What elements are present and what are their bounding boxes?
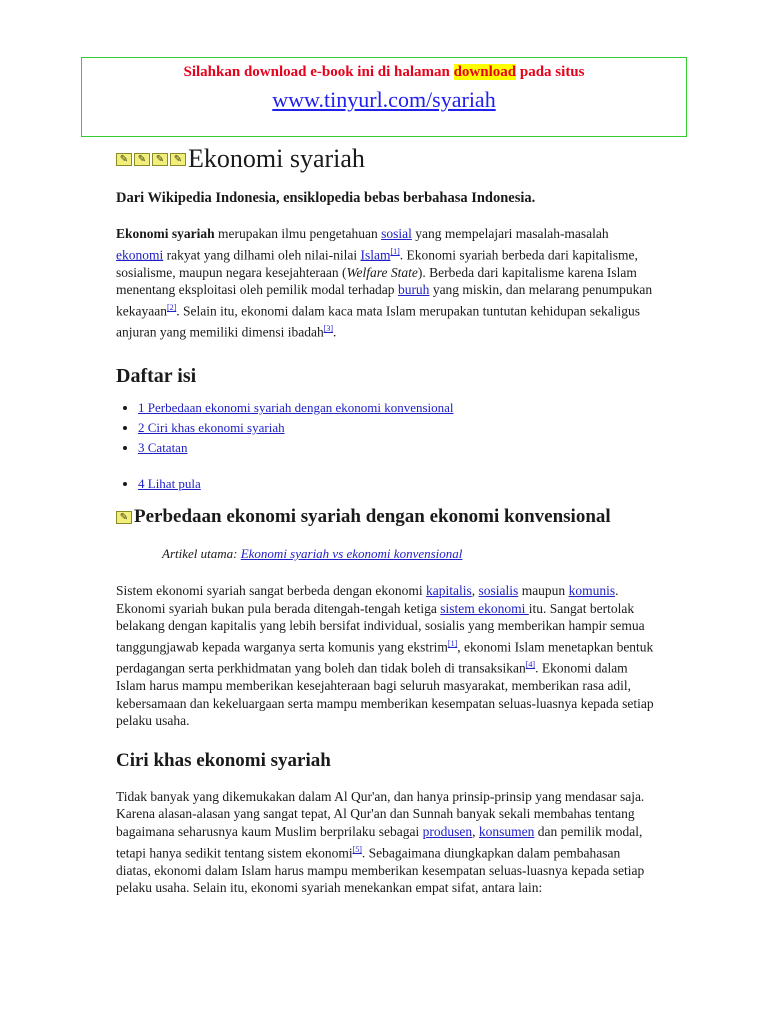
edit-icon[interactable]: ✎ xyxy=(116,153,132,166)
page-title-text: Ekonomi syariah xyxy=(188,144,365,173)
title-icons xyxy=(116,153,186,166)
para-text: itu. Sangat bertolak belakang dengan kapitalis yang lebih bersifat individual, sosialis yang memberikan hampir semua tanggungjawab kepada warganya serta komunis yang ekstrim xyxy=(116,600,645,655)
para-text: Sistem ekonomi syariah sangat berbeda dengan ekonomi xyxy=(116,583,427,599)
main-article-note xyxy=(162,546,656,562)
toc-item xyxy=(138,398,656,418)
intro-text: rakyat yang dilhami oleh nilai-nilai xyxy=(163,247,361,263)
ref-2[interactable]: [2] xyxy=(166,302,177,312)
intro-bold-term: Ekonomi syariah xyxy=(116,226,215,241)
toc-item xyxy=(138,418,656,438)
toc-link-catatan[interactable]: 3 Catatan xyxy=(138,440,188,456)
intro-text: yang mempelajari masalah-masalah xyxy=(411,226,609,241)
para-text: dan pemilik modal, tetapi hanya sedikit tentang sistem ekonomi xyxy=(116,824,643,861)
intro-text: . Selain itu, ekonomi dalam kaca mata Islam merupakan tuntutan kehidupan sekaligus anjuran yang memiliki dimensi ibadah xyxy=(116,303,641,340)
intro-text: ). Berbeda dari kapitalisme karena Islam menentang eksploitasi oleh pemilik modal terhadap xyxy=(116,264,637,298)
edit-icon[interactable]: ✎ xyxy=(170,153,186,166)
toc-link-perbedaan[interactable]: 1 Perbedaan ekonomi syariah dengan ekonomi konvensional xyxy=(138,400,454,416)
para-text: . Sebagaimana diungkapkan dalam pembahasan diatas, ekonomi dalam Islam harus mampu memberikan kesempatan seluas-luasnya kepada setiap pelaku usaha. Selain itu, ekonomi syariah menekankan empat sifat, antara lain: xyxy=(116,845,645,896)
toc-link-ciri-khas[interactable]: 2 Ciri khas ekonomi syariah xyxy=(138,420,285,436)
article-content xyxy=(116,138,656,897)
page-subtitle: Dari Wikipedia Indonesia, ensiklopedia bebas berbahasa Indonesia. xyxy=(116,190,536,206)
intro-text: . Ekonomi syariah berbeda dari kapitalisme, sosialisme, maupun negara kesejahteraan ( xyxy=(116,247,638,280)
toc-link-lihat-pula[interactable]: 4 Lihat pula xyxy=(138,476,201,492)
toc-list xyxy=(116,398,656,494)
ref-1[interactable]: [1] xyxy=(390,246,400,256)
page-title xyxy=(116,144,656,174)
section1-paragraph xyxy=(116,582,656,730)
para-text: , ekonomi Islam menetapkan bentuk perdagangan serta perkhidmatan yang boleh dan tidak boleh di transaksikan xyxy=(116,639,654,676)
main-article-link[interactable]: Ekonomi syariah vs ekonomi konvensional xyxy=(240,546,463,562)
link-sosial[interactable]: sosial xyxy=(381,226,412,241)
section2-paragraph xyxy=(116,788,656,897)
section-heading-text: Perbedaan ekonomi syariah dengan ekonomi konvensional xyxy=(134,506,611,528)
para-text: . Ekonomi syariah bukan pula berada ditengah-tengah ketiga xyxy=(116,583,619,616)
intro-text: yang miskin, dan melarang penumpukan kekayaan xyxy=(116,282,653,319)
banner-text-after: pada situs xyxy=(516,64,585,80)
para-text: , xyxy=(471,583,479,599)
section-heading-perbedaan xyxy=(116,504,656,530)
link-konsumen[interactable]: konsumen xyxy=(478,824,535,839)
toc-item xyxy=(138,438,656,458)
link-ekonomi[interactable]: ekonomi xyxy=(116,247,164,263)
section-heading-ciri-khas: Ciri khas ekonomi syariah xyxy=(116,749,331,771)
para-text: , xyxy=(472,824,479,839)
para-text: maupun xyxy=(518,583,569,599)
para-text: Tidak banyak yang dikemukakan dalam Al Qur'an, dan hanya prinsip-prinsip yang mendasar saja. Karena alasan-alasan yang sangat tepat, Al Qur'an dan Sunnah banyak sekali membahas tentang bagaimana seharusnya kaum Muslim berprilaku sebagai xyxy=(116,788,645,839)
intro-text: . xyxy=(333,324,337,340)
banner-message xyxy=(82,64,686,81)
link-sosialis[interactable]: sosialis xyxy=(478,583,519,599)
toc-title: Daftar isi xyxy=(116,365,197,388)
ref-4[interactable]: [4] xyxy=(525,659,536,669)
link-produsen[interactable]: produsen xyxy=(422,824,473,839)
ref-3[interactable]: [3] xyxy=(323,323,334,333)
banner-highlight: download xyxy=(453,64,517,80)
link-islam[interactable]: Islam xyxy=(360,247,391,263)
intro-italic: Welfare State xyxy=(346,264,418,280)
main-article-label: Artikel utama: xyxy=(162,546,241,562)
edit-icon[interactable]: ✎ xyxy=(152,153,168,166)
intro-paragraph xyxy=(116,225,656,341)
ref-1[interactable]: [1] xyxy=(447,638,458,648)
para-text: . Ekonomi dalam Islam harus mampu memberikan kesejahteraan bagi seluruh masyarakat, memberikan rasa adil, kebersamaan dan kekeluargaan serta mampu memberikan kesempatan seluas-luasnya kepada setiap pelaku usaha. xyxy=(116,660,654,729)
link-buruh[interactable]: buruh xyxy=(397,282,430,298)
toc-item xyxy=(138,474,656,494)
banner-url-link[interactable]: www.tinyurl.com/syariah xyxy=(272,87,496,112)
link-komunis[interactable]: komunis xyxy=(568,583,616,599)
intro-text: merupakan ilmu pengetahuan xyxy=(214,226,382,241)
edit-icon[interactable]: ✎ xyxy=(134,153,150,166)
link-sistem-ekonomi[interactable]: sistem ekonomi xyxy=(440,600,529,616)
download-banner xyxy=(81,57,687,137)
banner-text-before: Silahkan download e-book ini di halaman xyxy=(183,64,454,80)
edit-icon[interactable]: ✎ xyxy=(116,511,132,524)
link-kapitalis[interactable]: kapitalis xyxy=(426,583,472,599)
ref-5[interactable]: [5] xyxy=(352,844,362,854)
